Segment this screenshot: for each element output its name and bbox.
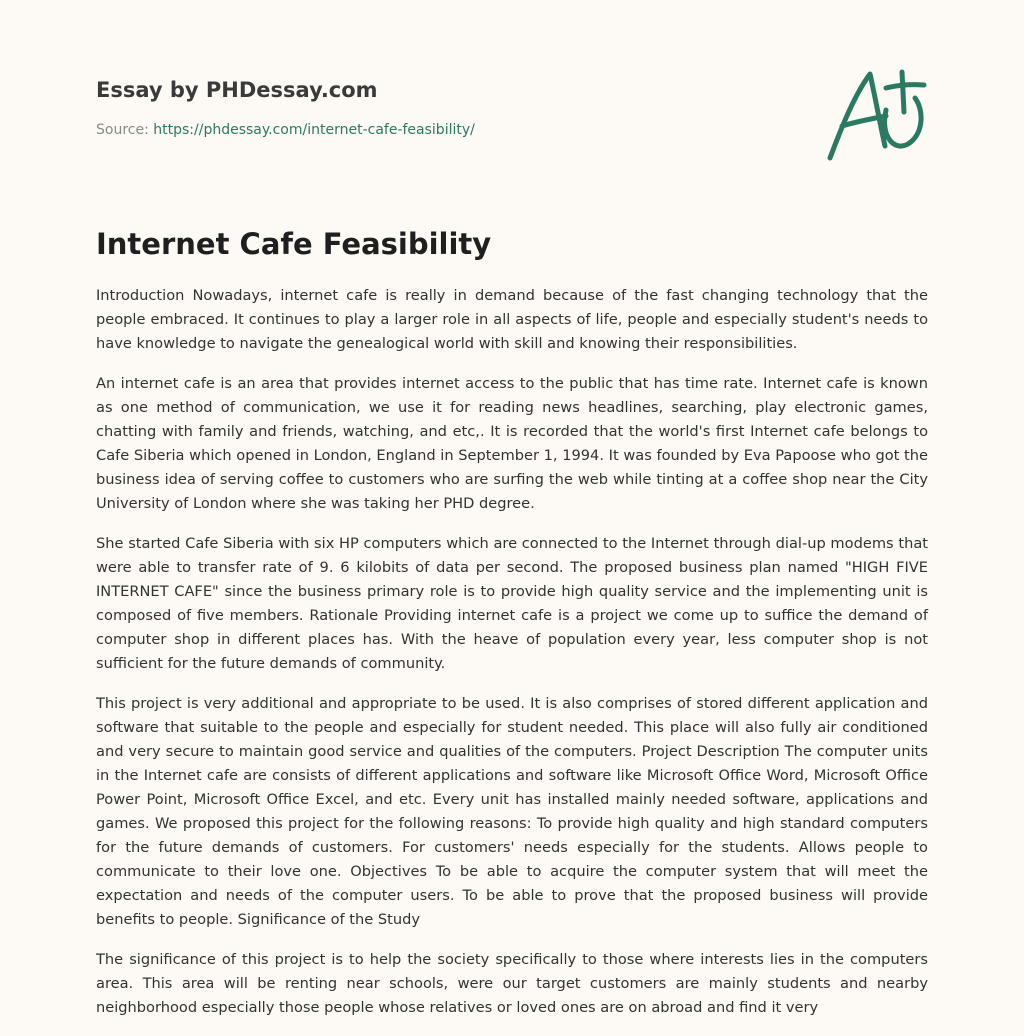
essay-paragraph: An internet cafe is an area that provides internet access to the public that has time rate. Internet cafe is known as one method of communication, we use it for reading news headlines, searching, play electronic games, chatting with family and friends, watching, and etc,. It is recorded that the world's first Internet cafe belongs to Cafe Siberia which opened in London, England in September 1, 1994. It was founded by Eva Papoose who got the business idea of serving coffee to customers who are surfing the web while tinting at a coffee shop near the City University of London where she was taking her PHD degree. bbox=[96, 375, 928, 512]
essay-paragraph: Introduction Nowadays, internet cafe is really in demand because of the fast changing technology that the people embraced. It continues to play a larger role in all aspects of life, people and especially student's needs to have knowledge to navigate the genealogical world with skill and knowing their responsibilities. bbox=[96, 287, 928, 352]
source-line bbox=[96, 120, 928, 140]
essay-paragraph: The significance of this project is to help the society specifically to those where interests lies in the computers area. This area will be renting near schools, were our target customers are mainly students and nearby neighborhood especially those people whose relatives or loved ones are on abroad and find it very bbox=[96, 951, 928, 1016]
page-header bbox=[96, 76, 928, 140]
a-plus-grade-icon bbox=[820, 66, 930, 166]
essay-paragraph: She started Cafe Siberia with six HP computers which are connected to the Internet through dial-up modems that were able to transfer rate of 9. 6 kilobits of data per second. The proposed business plan named "HIGH FIVE INTERNET CAFE" since the business primary role is to provide high quality service and the implementing unit is composed of five members. Rationale Providing internet cafe is a project we come up to suffice the demand of computer shop in different places has. With the heave of population every year, less computer shop is not sufficient for the future demands of community. bbox=[96, 535, 928, 672]
essay-title: Internet Cafe Feasibility bbox=[96, 227, 492, 261]
site-brand: Essay by PHDessay.com bbox=[96, 78, 378, 102]
essay-body bbox=[96, 284, 928, 1036]
source-label: Source: bbox=[96, 122, 149, 138]
essay-paragraph: This project is very additional and appropriate to be used. It is also comprises of stored different application and software that suitable to the people and especially for student needed. This place will also fully air conditioned and very secure to maintain good service and qualities of the computers. Project Description The computer units in the Internet cafe are consists of different applications and software like Microsoft Office Word, Microsoft Office Power Point, Microsoft Office Excel, and etc. Every unit has installed mainly needed software, applications and games. We proposed this project for the following reasons: To provide high quality and high standard computers for the future demands of customers. For customers' needs especially for the students. Allows people to communicate to their love one. Objectives To be able to acquire the computer system that will meet the expectation and needs of the computer users. To be able to prove that the proposed business will provide benefits to people. Significance of the Study bbox=[96, 695, 928, 928]
source-link[interactable]: https://phdessay.com/internet-cafe-feasibility/ bbox=[153, 122, 475, 138]
